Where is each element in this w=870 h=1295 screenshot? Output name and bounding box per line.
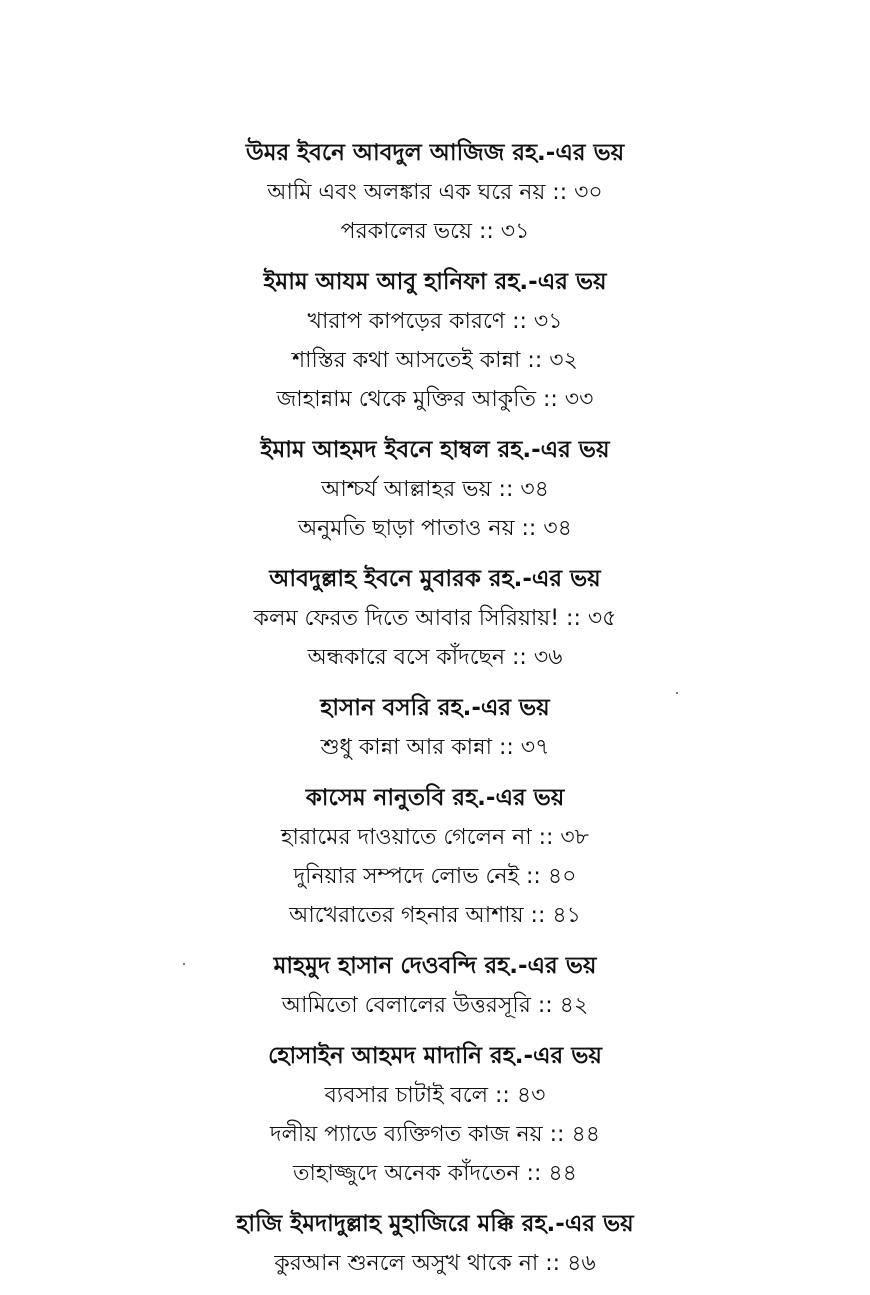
toc-entry: শাস্তির কথা আসতেই কান্না :: ৩২ [292,348,578,373]
toc-entry: হারামের দাওয়াতে গেলেন না :: ৩৮ [281,825,589,850]
section-heading: ইমাম আহমদ ইবনে হাম্বল রহ.-এর ভয় [260,437,610,463]
section-heading: উমর ইবনে আবদুল আজিজ রহ.-এর ভয় [245,140,625,166]
toc-section [0,689,870,767]
toc-section [0,263,870,419]
toc-entry: অন্ধকারে বসে কাঁদছেন :: ৩৬ [307,645,563,670]
toc-section [0,947,870,1025]
toc-section [0,1037,870,1193]
toc-entry: আখেরাতের গহনার আশায় :: ৪১ [289,903,581,928]
toc-entry: আশ্চর্য আল্লাহর ভয় :: ৩৪ [321,477,549,502]
toc-entry: তাহাজ্জুদে অনেক কাঁদতেন :: ৪৪ [293,1161,577,1186]
toc-section [0,431,870,548]
toc-entry: অনুমতি ছাড়া পাতাও নয় :: ৩৪ [298,516,572,541]
section-heading: কাসেম নানুতবি রহ.-এর ভয় [305,785,565,811]
toc-entry: কলম ফেরত দিতে আবার সিরিয়ায়! :: ৩৫ [253,606,617,631]
section-heading: আবদুল্লাহ ইবনে মুবারক রহ.-এর ভয় [269,566,601,592]
section-heading: হাসান বসরি রহ.-এর ভয় [320,695,550,721]
toc-section [0,779,870,935]
table-of-contents [0,134,870,1295]
toc-section [0,560,870,677]
toc-entry: পরকালের ভয়ে :: ৩১ [340,219,530,244]
toc-entry: কুরআন শুনলে অসুখ থাকে না :: ৪৬ [274,1251,596,1276]
toc-entry: দুনিয়ার সম্পদে লোভ নেই :: ৪০ [293,864,577,889]
toc-entry: আমি এবং অলঙ্কার এক ঘরে নয় :: ৩০ [267,180,603,205]
section-heading: ইমাম আযম আবু হানিফা রহ.-এর ভয় [263,269,607,295]
scan-speck [183,963,185,965]
toc-section [0,134,870,251]
toc-section [0,1205,870,1283]
section-heading: হাজি ইমদাদুল্লাহ মুহাজিরে মক্কি রহ.-এর ভয় [236,1211,634,1237]
toc-entry: খারাপ কাপড়ের কারণে :: ৩১ [307,309,563,334]
toc-entry: শুধু কান্না আর কান্না :: ৩৭ [320,735,550,760]
section-heading: মাহমুদ হাসান দেওবন্দি রহ.-এর ভয় [273,953,597,979]
toc-entry: আমিতো বেলালের উত্তরসূরি :: ৪২ [281,993,589,1018]
toc-entry: দলীয় প্যাডে ব্যক্তিগত কাজ নয় :: ৪৪ [269,1122,601,1147]
section-heading: হোসাইন আহমদ মাদানি রহ.-এর ভয় [268,1043,602,1069]
toc-entry: ব্যবসার চাটাই বলে :: ৪৩ [324,1083,546,1108]
scan-speck [676,692,678,694]
toc-entry: জাহান্নাম থেকে মুক্তির আকুতি :: ৩৩ [276,387,594,412]
